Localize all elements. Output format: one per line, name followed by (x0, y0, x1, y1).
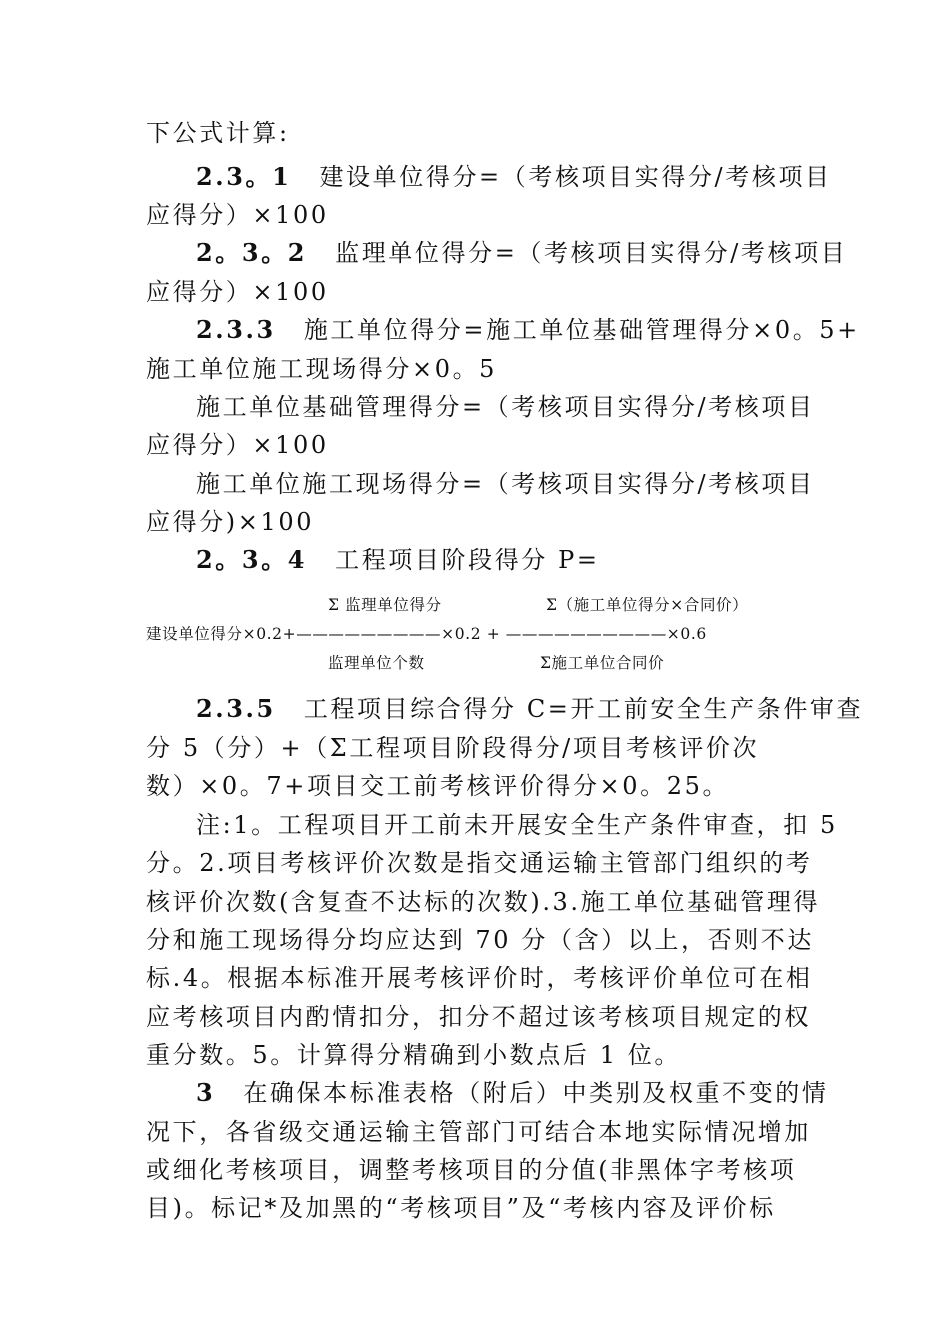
text-line: 或细化考核项目，调整考核项目的分值(非黑体字考核项 (146, 1156, 797, 1184)
text-line: 应得分）×100 (146, 431, 329, 459)
formula-numerator-supervision: Σ 监理单位得分 (328, 596, 442, 614)
section-number: 2.3.3 (196, 315, 276, 344)
text-line: 应得分）×100 (146, 201, 329, 229)
text-line: 标.4。根据本标准开展考核评价时，考核评价单位可在相 (146, 964, 813, 992)
text-line: 建设单位得分=（考核项目实得分/考核项目 (319, 163, 832, 191)
text-line: 应考核项目内酌情扣分，扣分不超过该考核项目规定的权 (146, 1003, 811, 1031)
text-line: 况下，各省级交通运输主管部门可结合本地实际情况增加 (146, 1118, 811, 1146)
text-line: 施工单位得分=施工单位基础管理得分×0。5+ (303, 316, 860, 344)
section-number: 2.3.5 (196, 694, 276, 723)
text-line: 分。2.项目考核评价次数是指交通运输主管部门组织的考 (146, 849, 813, 877)
section-number: 2。3。4 (196, 545, 308, 574)
text-line: 重分数。5。计算得分精确到小数点后 1 位。 (146, 1041, 681, 1069)
text-line: 监理单位得分=（考核项目实得分/考核项目 (335, 239, 848, 267)
section-number: 2。3。2 (196, 238, 308, 267)
text-line: 分 5（分）+（Σ工程项目阶段得分/项目考核评价次 (146, 734, 760, 762)
text-line: 核评价次数(含复查不达标的次数).3.施工单位基础管理得 (146, 888, 821, 916)
formula-denominator-supervision: 监理单位个数 (328, 654, 425, 672)
formula-2-3-2 (196, 237, 847, 269)
section-number: 2.3。1 (196, 162, 292, 191)
text-line: 施工单位施工现场得分×0。5 (146, 355, 498, 383)
formula-numerator-construction: Σ（施工单位得分×合同价） (546, 596, 749, 614)
formula-2-3-5 (196, 693, 863, 725)
formula-main-line: 建设单位得分×0.2+—————————×0.2 + ——————————×0.6 (146, 625, 707, 643)
note-paragraph: 注:1。工程项目开工前未开展安全生产条件审查，扣 5 (196, 811, 838, 839)
formula-denominator-construction: Σ施工单位合同价 (540, 654, 665, 672)
formula-2-3-4 (196, 544, 600, 576)
formula-2-3-1 (196, 161, 832, 193)
text-line: 应得分)×100 (146, 508, 315, 536)
section-number: 3 (196, 1078, 216, 1107)
text-line: 在确保本标准表格（附后）中类别及权重不变的情 (243, 1079, 829, 1107)
text-line: 目)。标记*及加黑的“考核项目”及“考核内容及评价标 (146, 1194, 776, 1222)
text-line: 分和施工现场得分均应达到 70 分（含）以上，否则不达 (146, 926, 814, 954)
text-line: 施工单位施工现场得分=（考核项目实得分/考核项目 (196, 470, 815, 498)
text-line: 工程项目综合得分 C=开工前安全生产条件审查 (303, 695, 864, 723)
formula-2-3-3 (196, 314, 860, 346)
text-line: 数）×0。7+项目交工前考核评价得分×0。25。 (146, 772, 730, 800)
section-3 (196, 1077, 829, 1109)
text-line: 下公式计算: (146, 119, 290, 147)
text-line: 应得分）×100 (146, 278, 329, 306)
text-line: 工程项目阶段得分 P= (335, 546, 600, 574)
text-line: 施工单位基础管理得分=（考核项目实得分/考核项目 (196, 393, 815, 421)
